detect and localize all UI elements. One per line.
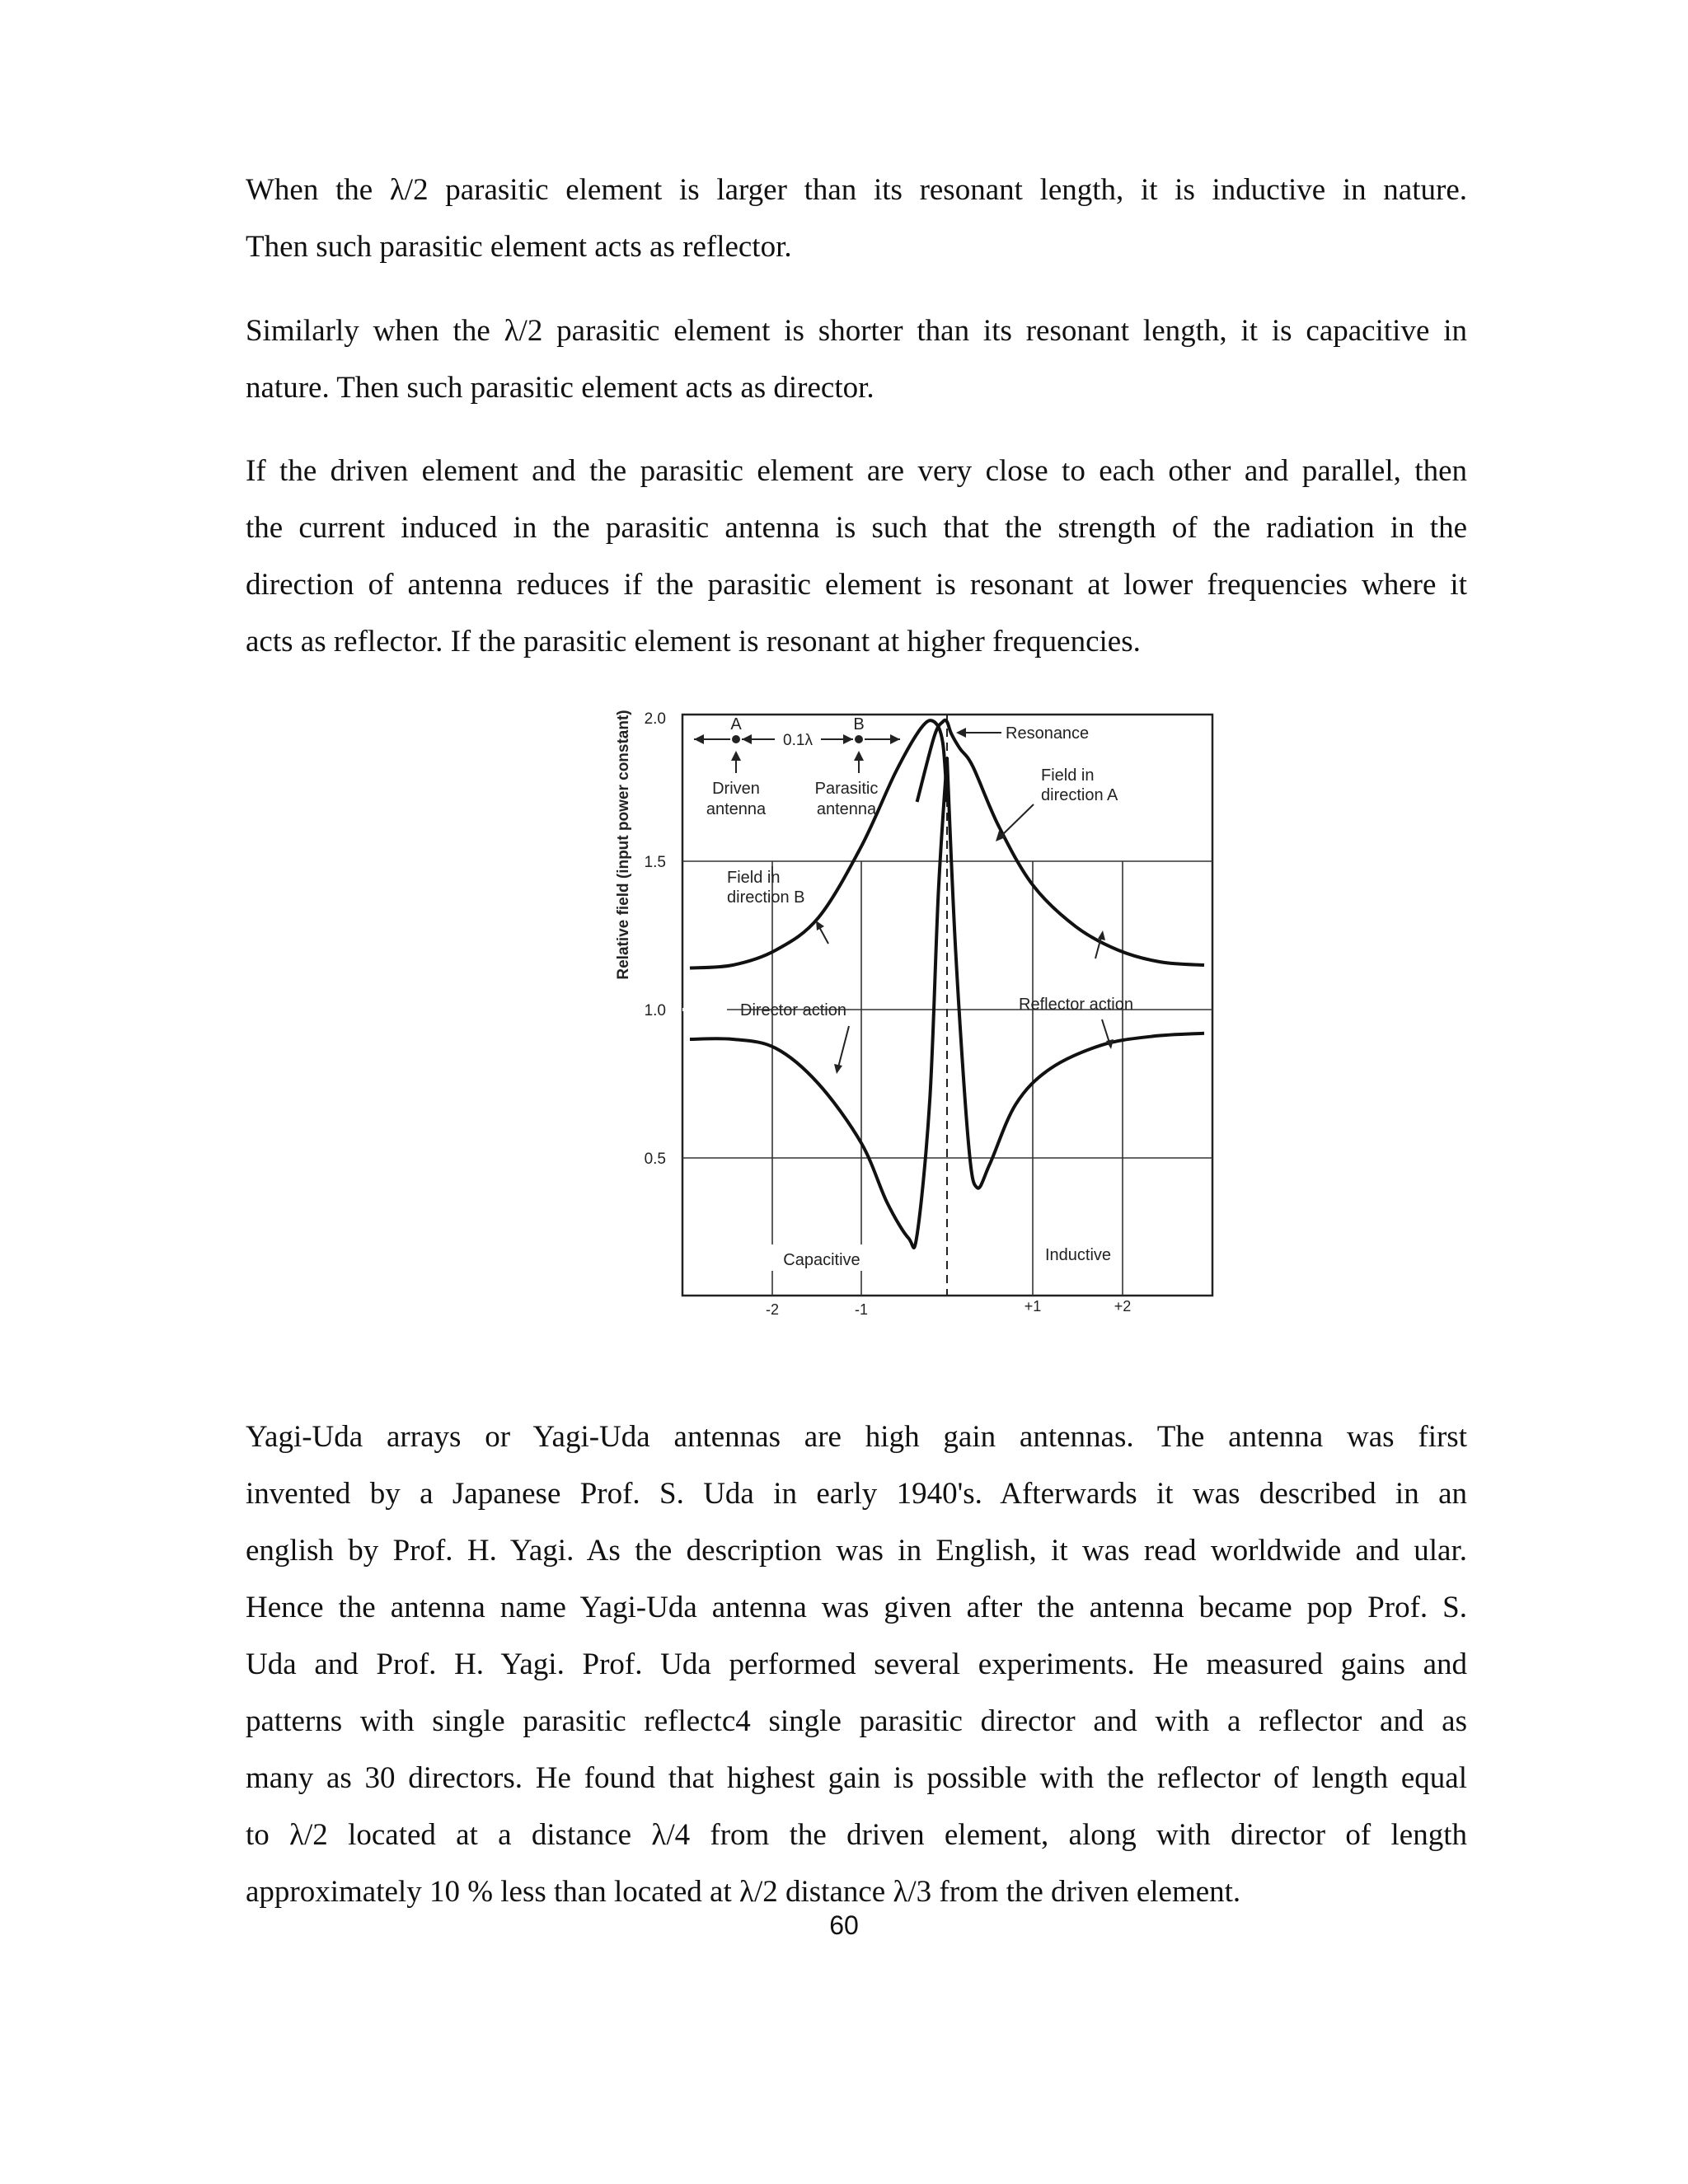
field-a-pointer: [999, 804, 1034, 838]
series-line-field-in-direction-a: [917, 720, 1204, 965]
text-line: Hence the antenna name Yagi-Uda antenna was given after the antenna became pop Prof. S.: [246, 1591, 1467, 1624]
x-tick-label: -2: [765, 1301, 780, 1315]
paragraph-reflector: [246, 162, 1467, 275]
y-tick-label: 2.0: [644, 710, 666, 728]
parasitic-label: Parasitic: [814, 780, 879, 798]
director-action-label: Director action: [740, 1001, 846, 1019]
arrow-head: [854, 751, 864, 761]
text-line: When the λ/2 parasitic element is larger than its resonant length, it is inductive in nature.: [246, 173, 1467, 207]
driven-label: Driven: [712, 780, 760, 798]
x-tick-label: -1: [854, 1301, 869, 1315]
text-line: Uda and Prof. H. Yagi. Prof. Uda performed several experiments. He measured gains and: [246, 1647, 1467, 1681]
text-line: direction of antenna reduces if the parasitic element is resonant at lower frequencies where it: [246, 568, 1467, 602]
reflector-pointer-down: [1102, 1019, 1109, 1043]
point-a-label: A: [730, 715, 742, 733]
text-line: nature. Then such parasitic element acts as director.: [246, 371, 874, 405]
y-axis-label: Relative field (input power constant): [615, 710, 632, 980]
spacing-label: 0.1λ: [783, 732, 813, 749]
paragraph-director: [246, 302, 1467, 416]
arrow-head: [956, 728, 966, 738]
text-line: Yagi-Uda arrays or Yagi-Uda antennas are high gain antennas. The antenna was first: [246, 1420, 1467, 1454]
field-b-label: Field in: [727, 869, 781, 887]
arrow-head: [731, 751, 741, 761]
driven-antenna-dot: [732, 735, 740, 743]
text-line: invented by a Japanese Prof. S. Uda in early 1940's. Afterwards it was described in an: [246, 1477, 1467, 1511]
text-line: acts as reflector. If the parasitic element is resonant at higher frequencies.: [246, 625, 1141, 658]
page-number: 60: [829, 1910, 859, 1940]
text-line: patterns with single parasitic reflectc4 single parasitic director and with a reflector and as: [246, 1704, 1467, 1738]
text-line: to λ/2 located at a distance λ/4 from the driven element, along with director of length: [246, 1818, 1467, 1852]
text-line: If the driven element and the parasitic element are very close to each other and parallel, then: [246, 454, 1467, 488]
arrow-head: [890, 734, 900, 744]
inductive-label: Inductive: [1044, 1246, 1112, 1264]
point-b-label: B: [853, 715, 865, 733]
arrow-head: [742, 734, 752, 744]
paragraph-yagi-uda-history: [246, 1408, 1467, 1920]
text-line: many as 30 directors. He found that highest gain is possible with the reflector of length equal: [246, 1761, 1467, 1795]
text-line: the current induced in the parasitic antenna is such that the strength of the radiation in the: [246, 511, 1467, 545]
arrow-head: [1098, 930, 1105, 940]
y-tick-label: 0.5: [644, 1151, 666, 1168]
parasitic-label: antenna: [816, 800, 877, 818]
relative-field-chart: [577, 696, 1228, 1315]
text-line: approximately 10 % less than located at λ/2 distance λ/3 from the driven element.: [246, 1875, 1241, 1909]
driven-label: antenna: [706, 800, 767, 818]
director-pointer: [838, 1026, 849, 1067]
x-tick-label: +1: [1024, 1298, 1042, 1315]
series-line-reflector-action: [947, 757, 1204, 1188]
parasitic-antenna-dot: [855, 735, 863, 743]
reflector-action-label: Reflector action: [1019, 996, 1133, 1014]
capacitive-label: Capacitive: [783, 1251, 860, 1269]
arrow-head: [694, 734, 704, 744]
y-tick-label: 1.0: [644, 1002, 666, 1019]
field-a-label: direction A: [1041, 786, 1118, 804]
y-tick-label: 1.5: [644, 854, 666, 871]
series-line-field-in-direction-b: [690, 720, 947, 968]
resonance-label: Resonance: [1006, 724, 1090, 743]
text-line: Similarly when the λ/2 parasitic element is shorter than its resonant length, it is capacitive in: [246, 314, 1467, 348]
field-b-label: direction B: [727, 888, 805, 907]
arrow-head: [834, 1064, 842, 1074]
text-line: english by Prof. H. Yagi. As the description was in English, it was read worldwide and ular.: [246, 1534, 1467, 1568]
x-tick-label: +2: [1114, 1298, 1132, 1315]
field-a-label: Field in: [1041, 766, 1095, 785]
text-line: Then such parasitic element acts as reflector.: [246, 230, 792, 264]
paragraph-parasitic-coupling: [246, 443, 1467, 670]
arrow-head: [843, 734, 853, 744]
